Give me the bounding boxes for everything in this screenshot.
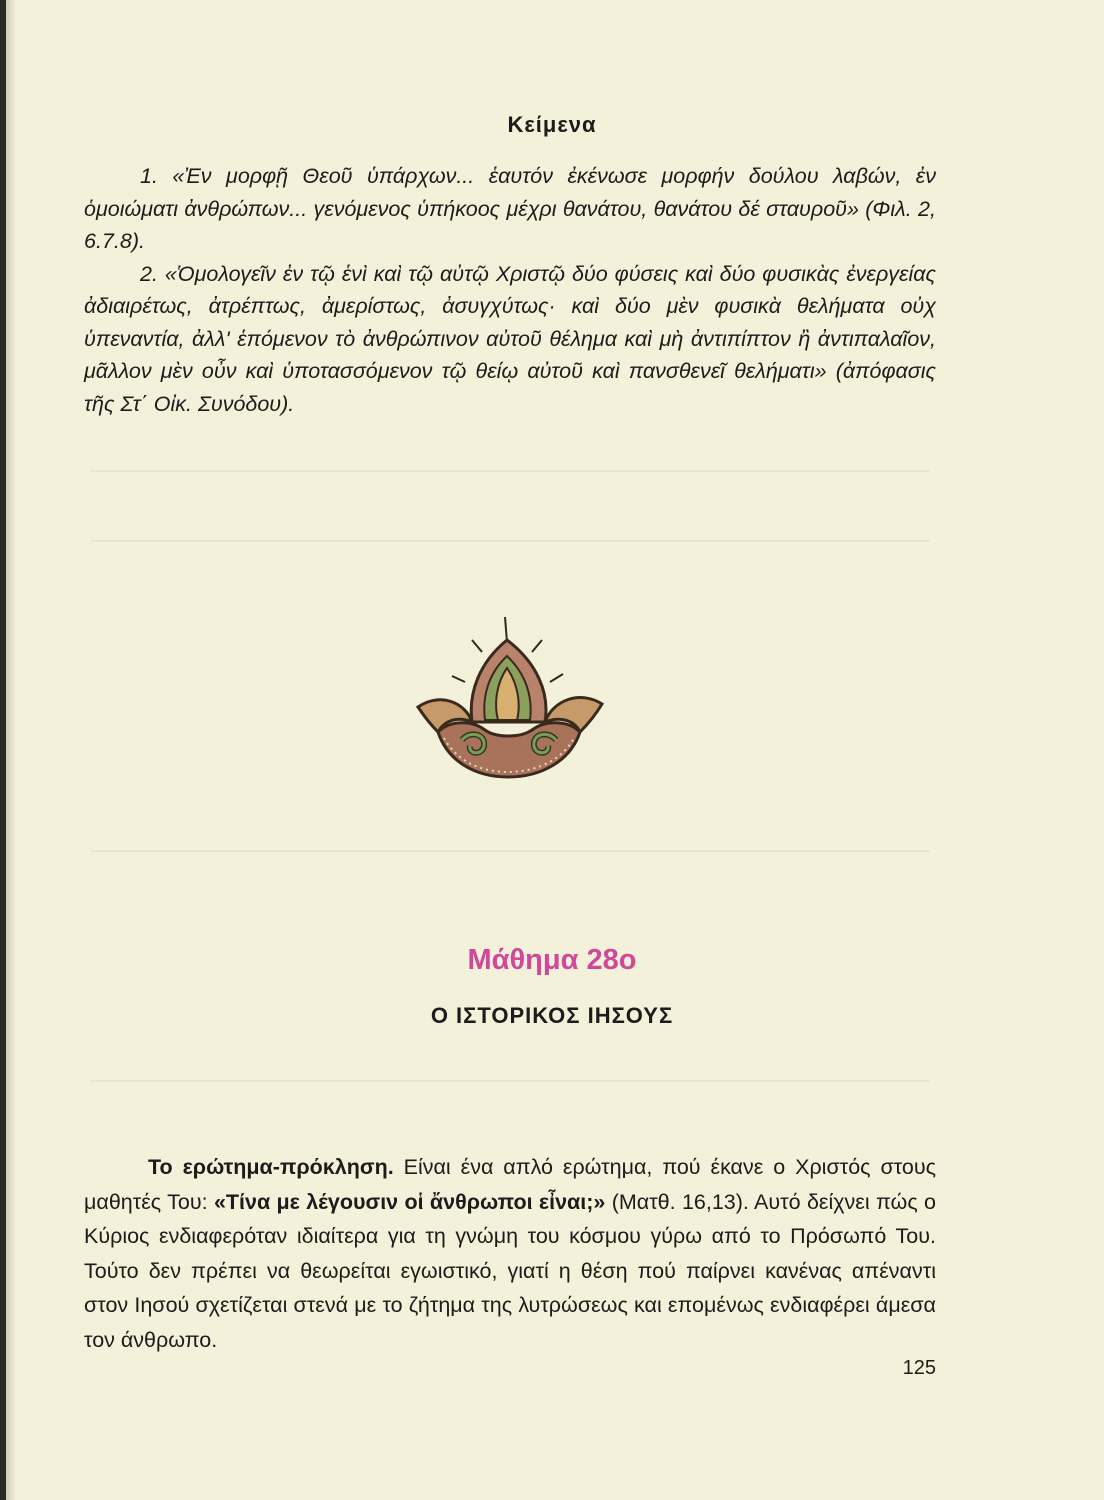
lesson-subtitle: Ο ΙΣΤΟΡΙΚΟΣ ΙΗΣΟΥΣ [430,1003,674,1028]
page-number: 125 [902,1357,936,1379]
show-through-line [90,1080,930,1082]
byzantine-floral-ornament-icon [410,612,610,782]
quotes-block [84,160,936,420]
lesson-title: Μάθημα 28ο [467,944,637,976]
paragraph-text-1: Είναι ένα απλό ερώτημα, πού έκανε ο Χριστός στους μαθητές Του: [84,1155,936,1214]
show-through-line [90,470,930,472]
paragraph-bold-quote: «Τίνα με λέγουσιν οἱ ἄνθρωποι εἶναι;» [213,1189,606,1214]
texts-heading: Κείμενα [507,112,597,137]
body-paragraph [84,1150,936,1357]
show-through-line [90,540,930,542]
quote-1: 1. «Ἐν μορφῇ Θεοῦ ὑπάρχων... ἑαυτόν ἐκένωσε μορφήν δούλου λαβών, ἐν ὁμοιώματι ἀνθρώπων... γενόμενος ὑπήκοος μέχρι θανάτου, θανάτου δέ σταυροῦ» (Φιλ. 2, 6.7.8). [84,164,936,253]
quote-2: 2. «Ὁμολογεῖν ἐν τῷ ἑνὶ καὶ τῷ αὐτῷ Χριστῷ δύο φύσεις καὶ δύο φυσικὰς ἐνεργείας ἀδιαιρέτως, ἀτρέπτως, ἀμερίστως, ἀσυγχύτως· καὶ δύο μὲν φυσικὰ θελήματα οὐχ ὑπεναντία, ἀλλ' ἑπόμενον τὸ ἀνθρώπινον αὐτοῦ θέλημα καὶ μὴ ἀντιπίπτον ἢ ἀντιπαλαῖον, μᾶλλον μὲν οὖν καὶ ὑποτασσόμενον τῷ θείῳ αὐτοῦ καὶ πανσθενεῖ θελήματι» (ἀπόφασις τῆς Στ΄ Οἰκ. Συνόδου). [84,261,936,416]
paragraph-text-2: (Ματθ. 16,13). Αυτό δείχνει πώς ο Κύριος ενδιαφερόταν ιδιαίτερα για τη γνώμη του κόσμου γύρω από το Πρόσωπό Του. Τούτο δεν πρέπει να θεωρείται εγωιστικό, γιατί η θέση πού παίρνει κανένας απέναντι στον Ιησού σχετίζεται στενά με το ζήτημα της λυτρώσεως και επομένως ενδιαφέρει άμεσα τον άνθρωπο. [84,1189,936,1352]
paragraph-lead: Το ερώτημα-πρόκληση. [148,1155,394,1179]
show-through-line [90,850,930,852]
page-edge-gradient [6,0,16,1500]
